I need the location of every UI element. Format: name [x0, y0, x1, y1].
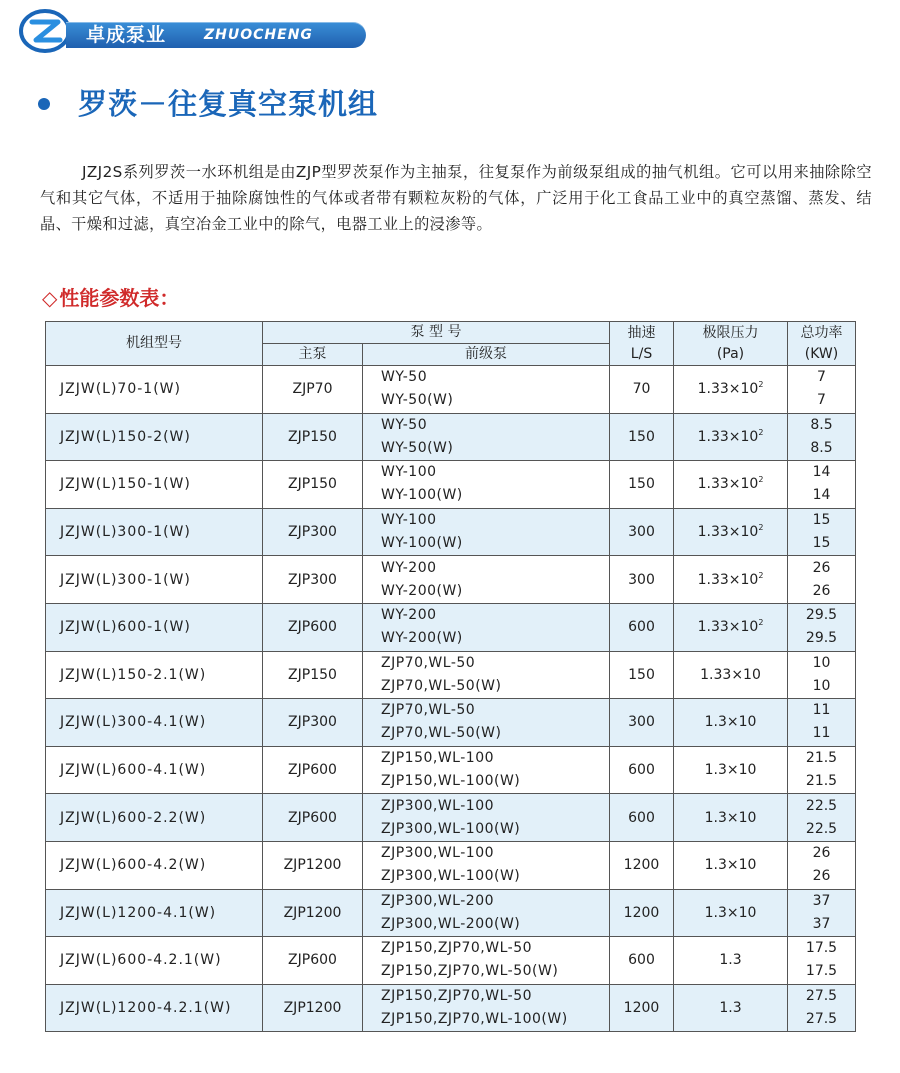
intro-paragraph: JZJ2S系列罗茨一水环机组是由ZJP型罗茨泵作为主抽泵，往复泵作为前级泵组成的抽气机组。它可以用来抽除除空气和其它气体，不适用于抽除腐蚀性的气体或者带有颗粒灰粉的气体，广泛用于化工食品工业中的真空蒸馏、蒸发、结晶、干燥和过滤，真空冶金工业中的除气，电器工业上的浸渗等。 — [40, 163, 872, 233]
cell-pre-pump-line: WY-100 — [381, 512, 437, 529]
cell-pre-pump — [363, 651, 610, 699]
table-row — [46, 841, 856, 889]
cell-power-line: 26 — [812, 559, 831, 576]
cell-power-line: 14 — [812, 464, 831, 481]
cell-pressure-base: 1.3×10 — [704, 762, 757, 779]
cell-main-pump: ZJP300 — [263, 508, 363, 556]
cell-model: JZJW(L)150-2(W) — [46, 413, 263, 461]
cell-main-pump: ZJP600 — [263, 603, 363, 651]
cell-pre-pump-line: ZJP300,WL-100(W) — [381, 868, 521, 885]
cell-pressure — [674, 651, 788, 699]
table-row — [46, 556, 856, 604]
cell-power-line: 29.5 — [805, 630, 838, 647]
cell-power — [788, 508, 856, 556]
table-row — [46, 651, 856, 699]
cell-pre-pump-line: ZJP300,WL-100(W) — [381, 820, 521, 837]
title-bullet-icon — [38, 98, 50, 110]
cell-main-pump: ZJP70 — [263, 366, 363, 414]
cell-power-line: 26 — [812, 845, 831, 862]
cell-model: JZJW(L)1200-4.1(W) — [46, 889, 263, 937]
cell-power-line: 27.5 — [805, 1011, 838, 1028]
cell-pre-pump — [363, 413, 610, 461]
section-heading — [42, 284, 179, 312]
cell-pressure — [674, 889, 788, 937]
cell-power — [788, 984, 856, 1032]
cell-pressure-base: 1.3×10 — [704, 857, 757, 874]
cell-power — [788, 841, 856, 889]
cell-pressure — [674, 841, 788, 889]
table-row — [46, 461, 856, 509]
cell-pre-pump-line: WY-100(W) — [381, 535, 463, 552]
cell-pre-pump-line: ZJP70,WL-50(W) — [381, 677, 502, 694]
cell-power — [788, 794, 856, 842]
cell-pressure-base: 1.33×10 — [697, 428, 759, 445]
cell-model: JZJW(L)600-2.2(W) — [46, 794, 263, 842]
cell-main-pump: ZJP600 — [263, 746, 363, 794]
cell-pressure-exp: 2 — [758, 523, 764, 533]
cell-pressure — [674, 794, 788, 842]
cell-pressure-base: 1.33×10 — [697, 619, 759, 636]
cell-pre-pump — [363, 937, 610, 985]
logo-chinese-name: 卓成泵业 — [86, 24, 167, 46]
cell-power-line: 17.5 — [805, 940, 838, 957]
cell-model: JZJW(L)300-1(W) — [46, 508, 263, 556]
cell-main-pump: ZJP600 — [263, 937, 363, 985]
cell-model: JZJW(L)600-4.2.1(W) — [46, 937, 263, 985]
cell-power-line: 14 — [812, 487, 831, 504]
cell-pre-pump — [363, 461, 610, 509]
header-power-unit: (KW) — [804, 345, 839, 362]
cell-speed: 1200 — [610, 984, 674, 1032]
cell-power — [788, 461, 856, 509]
cell-power-line: 22.5 — [805, 820, 838, 837]
cell-power — [788, 603, 856, 651]
cell-pressure-exp: 2 — [758, 427, 764, 437]
cell-pre-pump-line: WY-200 — [381, 607, 437, 624]
table-row — [46, 366, 856, 414]
cell-main-pump: ZJP300 — [263, 699, 363, 747]
performance-table — [45, 321, 856, 1032]
header-pressure — [674, 322, 788, 366]
cell-power-line: 10 — [812, 654, 831, 671]
section-heading-label: 性能参数表： — [59, 286, 180, 310]
cell-speed: 600 — [610, 794, 674, 842]
table-row — [46, 699, 856, 747]
cell-power-line: 7 — [817, 392, 826, 409]
cell-pre-pump — [363, 746, 610, 794]
cell-pre-pump-line: WY-200(W) — [381, 630, 463, 647]
cell-power-line: 8.5 — [810, 439, 833, 456]
cell-pressure — [674, 603, 788, 651]
cell-model: JZJW(L)600-4.2(W) — [46, 841, 263, 889]
cell-pressure — [674, 937, 788, 985]
cell-power-line: 8.5 — [810, 416, 833, 433]
cell-speed: 1200 — [610, 889, 674, 937]
cell-power — [788, 699, 856, 747]
cell-speed: 600 — [610, 746, 674, 794]
cell-pre-pump-line: WY-100(W) — [381, 487, 463, 504]
cell-pre-pump — [363, 984, 610, 1032]
cell-pre-pump-line: WY-200(W) — [381, 582, 463, 599]
cell-pressure — [674, 508, 788, 556]
cell-pressure-base: 1.33×10 — [697, 381, 759, 398]
header-speed — [610, 322, 674, 366]
cell-pressure-base: 1.3×10 — [704, 714, 757, 731]
cell-pre-pump-line: ZJP150,WL-100 — [381, 750, 495, 767]
cell-power-line: 37 — [812, 915, 831, 932]
cell-model: JZJW(L)150-2.1(W) — [46, 651, 263, 699]
cell-pressure-base: 1.33×10 — [697, 571, 759, 588]
cell-pressure-exp: 2 — [758, 380, 764, 390]
cell-pre-pump-line: ZJP150,ZJP70,WL-50 — [381, 940, 533, 957]
cell-main-pump: ZJP150 — [263, 413, 363, 461]
table-row — [46, 603, 856, 651]
cell-pre-pump-line: WY-50(W) — [381, 392, 454, 409]
cell-pressure — [674, 699, 788, 747]
cell-power — [788, 889, 856, 937]
cell-pressure — [674, 461, 788, 509]
cell-power — [788, 651, 856, 699]
cell-power — [788, 937, 856, 985]
cell-pre-pump-line: ZJP300,WL-100 — [381, 797, 495, 814]
cell-model: JZJW(L)600-1(W) — [46, 603, 263, 651]
table-row — [46, 746, 856, 794]
header-pressure-unit: (Pa) — [716, 345, 745, 362]
cell-model: JZJW(L)300-1(W) — [46, 556, 263, 604]
table-row — [46, 937, 856, 985]
cell-power-line: 11 — [812, 702, 831, 719]
cell-main-pump: ZJP600 — [263, 794, 363, 842]
cell-speed: 1200 — [610, 841, 674, 889]
cell-main-pump: ZJP150 — [263, 651, 363, 699]
table-row — [46, 889, 856, 937]
cell-power-line: 29.5 — [805, 607, 838, 624]
cell-power-line: 15 — [812, 535, 831, 552]
cell-pressure — [674, 984, 788, 1032]
cell-power-line: 22.5 — [805, 797, 838, 814]
cell-power-line: 37 — [812, 892, 831, 909]
cell-main-pump: ZJP1200 — [263, 841, 363, 889]
cell-pressure-base: 1.3×10 — [704, 904, 757, 921]
cell-pressure — [674, 746, 788, 794]
page-title: 罗茨－往复真空泵机组 — [78, 87, 379, 121]
cell-power-line: 21.5 — [805, 750, 838, 767]
cell-power-line: 26 — [812, 868, 831, 885]
cell-speed: 600 — [610, 937, 674, 985]
table-row — [46, 508, 856, 556]
cell-pressure-base: 1.3×10 — [704, 809, 757, 826]
cell-pressure — [674, 366, 788, 414]
cell-power-line: 11 — [812, 725, 831, 742]
table-row — [46, 794, 856, 842]
cell-pressure — [674, 556, 788, 604]
cell-power — [788, 413, 856, 461]
cell-power-line: 21.5 — [805, 773, 838, 790]
cell-power-line: 27.5 — [805, 988, 838, 1005]
cell-pre-pump-line: ZJP300,WL-200 — [381, 892, 495, 909]
cell-pressure-base: 1.33×10 — [697, 524, 759, 541]
cell-speed: 150 — [610, 413, 674, 461]
cell-power-line: 26 — [812, 582, 831, 599]
cell-power-line: 10 — [812, 677, 831, 694]
cell-pre-pump-line: WY-200 — [381, 559, 437, 576]
cell-power — [788, 556, 856, 604]
diamond-icon: ◇ — [42, 286, 58, 310]
cell-pressure-exp: 2 — [758, 570, 764, 580]
cell-pre-pump-line: ZJP150,ZJP70,WL-100(W) — [381, 1011, 568, 1028]
cell-model: JZJW(L)150-1(W) — [46, 461, 263, 509]
header-pump-type: 泵 型 号 — [263, 322, 610, 344]
header-power-label: 总功率 — [800, 324, 843, 341]
cell-pre-pump-line: ZJP150,ZJP70,WL-50 — [381, 988, 533, 1005]
cell-pressure-base: 1.3 — [719, 1000, 742, 1017]
cell-speed: 300 — [610, 699, 674, 747]
cell-model: JZJW(L)70-1(W) — [46, 366, 263, 414]
header-pre-pump: 前级泵 — [363, 344, 610, 366]
header-speed-label: 抽速 — [627, 324, 656, 341]
cell-pre-pump — [363, 889, 610, 937]
cell-model: JZJW(L)1200-4.2.1(W) — [46, 984, 263, 1032]
cell-pre-pump — [363, 603, 610, 651]
cell-pre-pump-line: WY-50 — [381, 416, 428, 433]
company-logo — [18, 8, 363, 67]
table-row — [46, 413, 856, 461]
cell-pre-pump — [363, 366, 610, 414]
cell-pre-pump — [363, 841, 610, 889]
cell-pressure-base: 1.33×10 — [700, 666, 761, 683]
table-row — [46, 984, 856, 1032]
cell-pre-pump-line: ZJP70,WL-50(W) — [381, 725, 502, 742]
header-power — [788, 322, 856, 366]
cell-model: JZJW(L)300-4.1(W) — [46, 699, 263, 747]
cell-pressure — [674, 413, 788, 461]
cell-speed: 150 — [610, 461, 674, 509]
header-pressure-label: 极限压力 — [702, 324, 759, 341]
cell-main-pump: ZJP300 — [263, 556, 363, 604]
cell-power — [788, 746, 856, 794]
cell-speed: 300 — [610, 556, 674, 604]
cell-pre-pump-line: ZJP70,WL-50 — [381, 654, 476, 671]
logo-english-name: ZHUOCHENG PUMP — [204, 27, 313, 67]
cell-pre-pump-line: ZJP300,WL-100 — [381, 845, 495, 862]
cell-speed: 300 — [610, 508, 674, 556]
cell-speed: 70 — [610, 366, 674, 414]
cell-power-line: 15 — [812, 512, 831, 529]
cell-pressure-exp: 2 — [758, 475, 764, 485]
cell-pre-pump-line: WY-50(W) — [381, 439, 454, 456]
cell-pre-pump-line: ZJP70,WL-50 — [381, 702, 476, 719]
cell-pre-pump-line: ZJP150,ZJP70,WL-50(W) — [381, 963, 559, 980]
cell-main-pump: ZJP1200 — [263, 889, 363, 937]
header-main-pump: 主泵 — [263, 344, 363, 366]
cell-pre-pump — [363, 556, 610, 604]
cell-power-line: 17.5 — [805, 963, 838, 980]
cell-power-line: 7 — [817, 369, 826, 386]
cell-pre-pump — [363, 508, 610, 556]
cell-speed: 600 — [610, 603, 674, 651]
cell-power — [788, 366, 856, 414]
cell-pressure-base: 1.33×10 — [697, 476, 759, 493]
cell-pre-pump-line: ZJP300,WL-200(W) — [381, 915, 521, 932]
header-model: 机组型号 — [46, 322, 263, 366]
cell-pre-pump — [363, 794, 610, 842]
cell-speed: 150 — [610, 651, 674, 699]
cell-pre-pump — [363, 699, 610, 747]
cell-pre-pump-line: WY-100 — [381, 464, 437, 481]
cell-pressure-base: 1.3 — [719, 952, 742, 969]
cell-main-pump: ZJP150 — [263, 461, 363, 509]
cell-main-pump: ZJP1200 — [263, 984, 363, 1032]
header-speed-unit: L/S — [630, 345, 653, 362]
cell-pressure-exp: 2 — [758, 618, 764, 628]
cell-pre-pump-line: ZJP150,WL-100(W) — [381, 773, 521, 790]
cell-model: JZJW(L)600-4.1(W) — [46, 746, 263, 794]
cell-pre-pump-line: WY-50 — [381, 369, 428, 386]
